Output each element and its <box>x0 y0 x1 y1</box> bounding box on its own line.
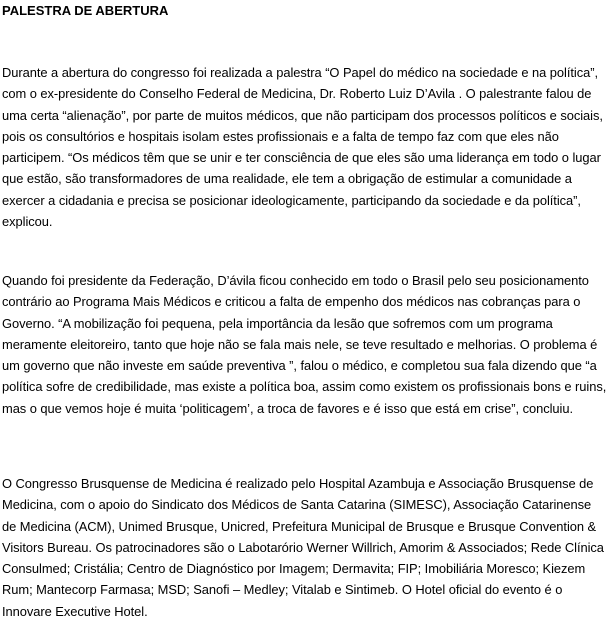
article-heading: PALESTRA DE ABERTURA <box>2 3 169 18</box>
paragraph-federation-presidency: Quando foi presidente da Federação, D’ávila ficou conhecido em todo o Brasil pelo seu posicionamento contrário ao Programa Mais Médicos e criticou a falta de empenho dos médicos nas cobranças para o Governo. “A mobilização foi pequena, pela importância da lesão que sofremos com um programa meramente eleitoreiro, tanto que hoje não se fala mais nele, se teve resultado e melhorias. O problema é um governo que não investe em saúde preventiva ”, falou o médico, e completou sua fala dizendo que “a política sofre de credibilidade, mas existe a política boa, assim como existem os profissionais bons e ruins, mas o que vemos hoje é muita ‘politicagem’, a troca de favores e é isso que está em crise”, concluiu. <box>2 273 607 416</box>
paragraph-opening-lecture: Durante a abertura do congresso foi realizada a palestra “O Papel do médico na sociedade e na política”, com o ex-presidente do Conselho Federal de Medicina, Dr. Roberto Luiz D’Avila . O palestrante falou de uma certa “alienação”, por parte de muitos médicos, que não participam dos processos políticos e sociais, pois os consultórios e hospitais isolam estes profissionais e a falta de tempo faz com que eles não participem. “Os médicos têm que se unir e ter consciência de que eles são uma liderança em todo o lugar que estão, são transformadores de uma realidade, ele tem a obrigação de estimular a comunidade a exercer a cidadania e precisa se posicionar ideologicamente, participando da sociedade e da política”, explicou. <box>2 65 603 230</box>
paragraph-congress-sponsors: O Congresso Brusquense de Medicina é realizado pelo Hospital Azambuja e Associação Brusquense de Medicina, com o apoio do Sindicato dos Médicos de Santa Catarina (SIMESC), Associação Catarinense de Medicina (ACM), Unimed Brusque, Unicred, Prefeitura Municipal de Brusque e Brusque Convention & Visitors Bureau. Os patrocinadores são o Labotarório Werner Willrich, Amorim & Associados; Rede Clínica Consulmed; Cristália; Centro de Diagnóstico por Imagem; Dermavita; FIP; Imobiliária Moresco; Kiezem Rum; Mantecorp Farmasa; MSD; Sanofi – Medley; Vitalab e Sintimeb. O Hotel oficial do evento é o Innovare Executive Hotel. <box>2 476 604 619</box>
